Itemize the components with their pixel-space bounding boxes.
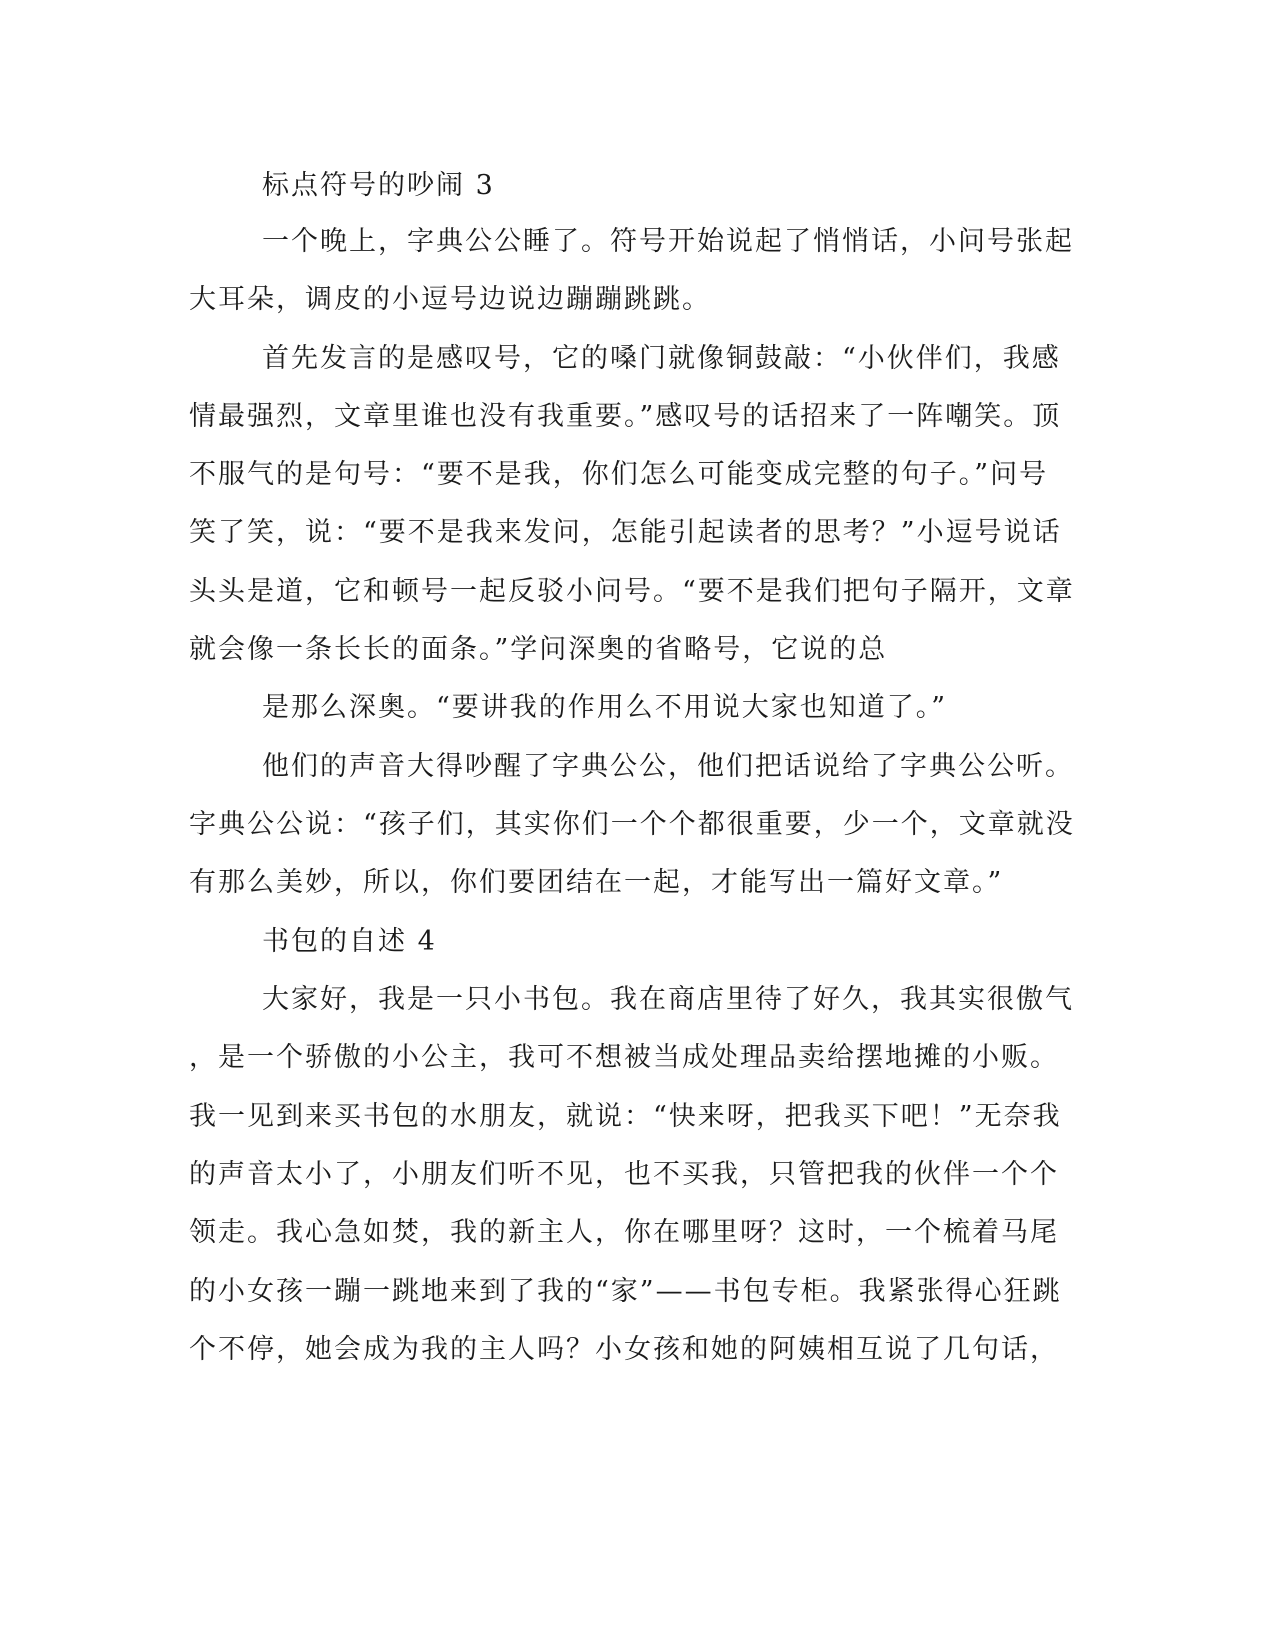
paragraph-line: 他们的声音大得吵醒了字典公公，他们把话说给了字典公公听。 (262, 751, 1074, 782)
paragraph-line: ，是一个骄傲的小公主，我可不想被当成处理品卖给摆地摊的小贩。 (189, 1042, 1059, 1073)
paragraph-line: 的声音太小了，小朋友们听不见，也不买我，只管把我的伙伴一个个 (189, 1159, 1059, 1190)
paragraph-line: 大耳朵，调皮的小逗号边说边蹦蹦跳跳。 (189, 284, 711, 315)
paragraph-line: 有那么美妙，所以，你们要团结在一起，才能写出一篇好文章。” (189, 867, 1004, 898)
section-title: 标点符号的吵闹 3 (262, 170, 495, 201)
paragraph-line: 的小女孩一蹦一跳地来到了我的“家”——书包专柜。我紧张得心狂跳 (189, 1276, 1062, 1307)
paragraph-line: 个不停，她会成为我的主人吗？小女孩和她的阿姨相互说了几句话， (189, 1334, 1059, 1365)
paragraph-line: 首先发言的是感叹号，它的嗓门就像铜鼓敲：“小伙伴们，我感 (262, 343, 1061, 374)
paragraph-line: 头头是道，它和顿号一起反驳小问号。“要不是我们把句子隔开，文章 (189, 576, 1075, 607)
paragraph-line: 就会像一条长长的面条。”学问深奥的省略号，它说的总 (189, 634, 888, 665)
paragraph-line: 字典公公说：“孩子们，其实你们一个个都很重要，少一个，文章就没 (189, 809, 1075, 840)
paragraph-line: 领走。我心急如焚，我的新主人，你在哪里呀？这时，一个梳着马尾 (189, 1217, 1059, 1248)
paragraph-line: 不服气的是句号：“要不是我，你们怎么可能变成完整的句子。”问号 (189, 459, 1049, 490)
paragraph-line: 是那么深奥。“要讲我的作用么不用说大家也知道了。” (262, 692, 948, 723)
paragraph-line: 一个晚上，字典公公睡了。符号开始说起了悄悄话，小问号张起 (262, 226, 1074, 257)
paragraph-line: 我一见到来买书包的水朋友，就说：“快来呀，把我买下吧！”无奈我 (189, 1101, 1062, 1132)
paragraph-line: 大家好，我是一只小书包。我在商店里待了好久，我其实很傲气 (262, 984, 1074, 1015)
paragraph-line: 情最强烈，文章里谁也没有我重要。”感叹号的话招来了一阵嘲笑。顶 (189, 401, 1062, 432)
paragraph-line: 笑了笑，说：“要不是我来发问，怎能引起读者的思考？”小逗号说话 (189, 517, 1062, 548)
section-title: 书包的自述 4 (262, 926, 437, 957)
